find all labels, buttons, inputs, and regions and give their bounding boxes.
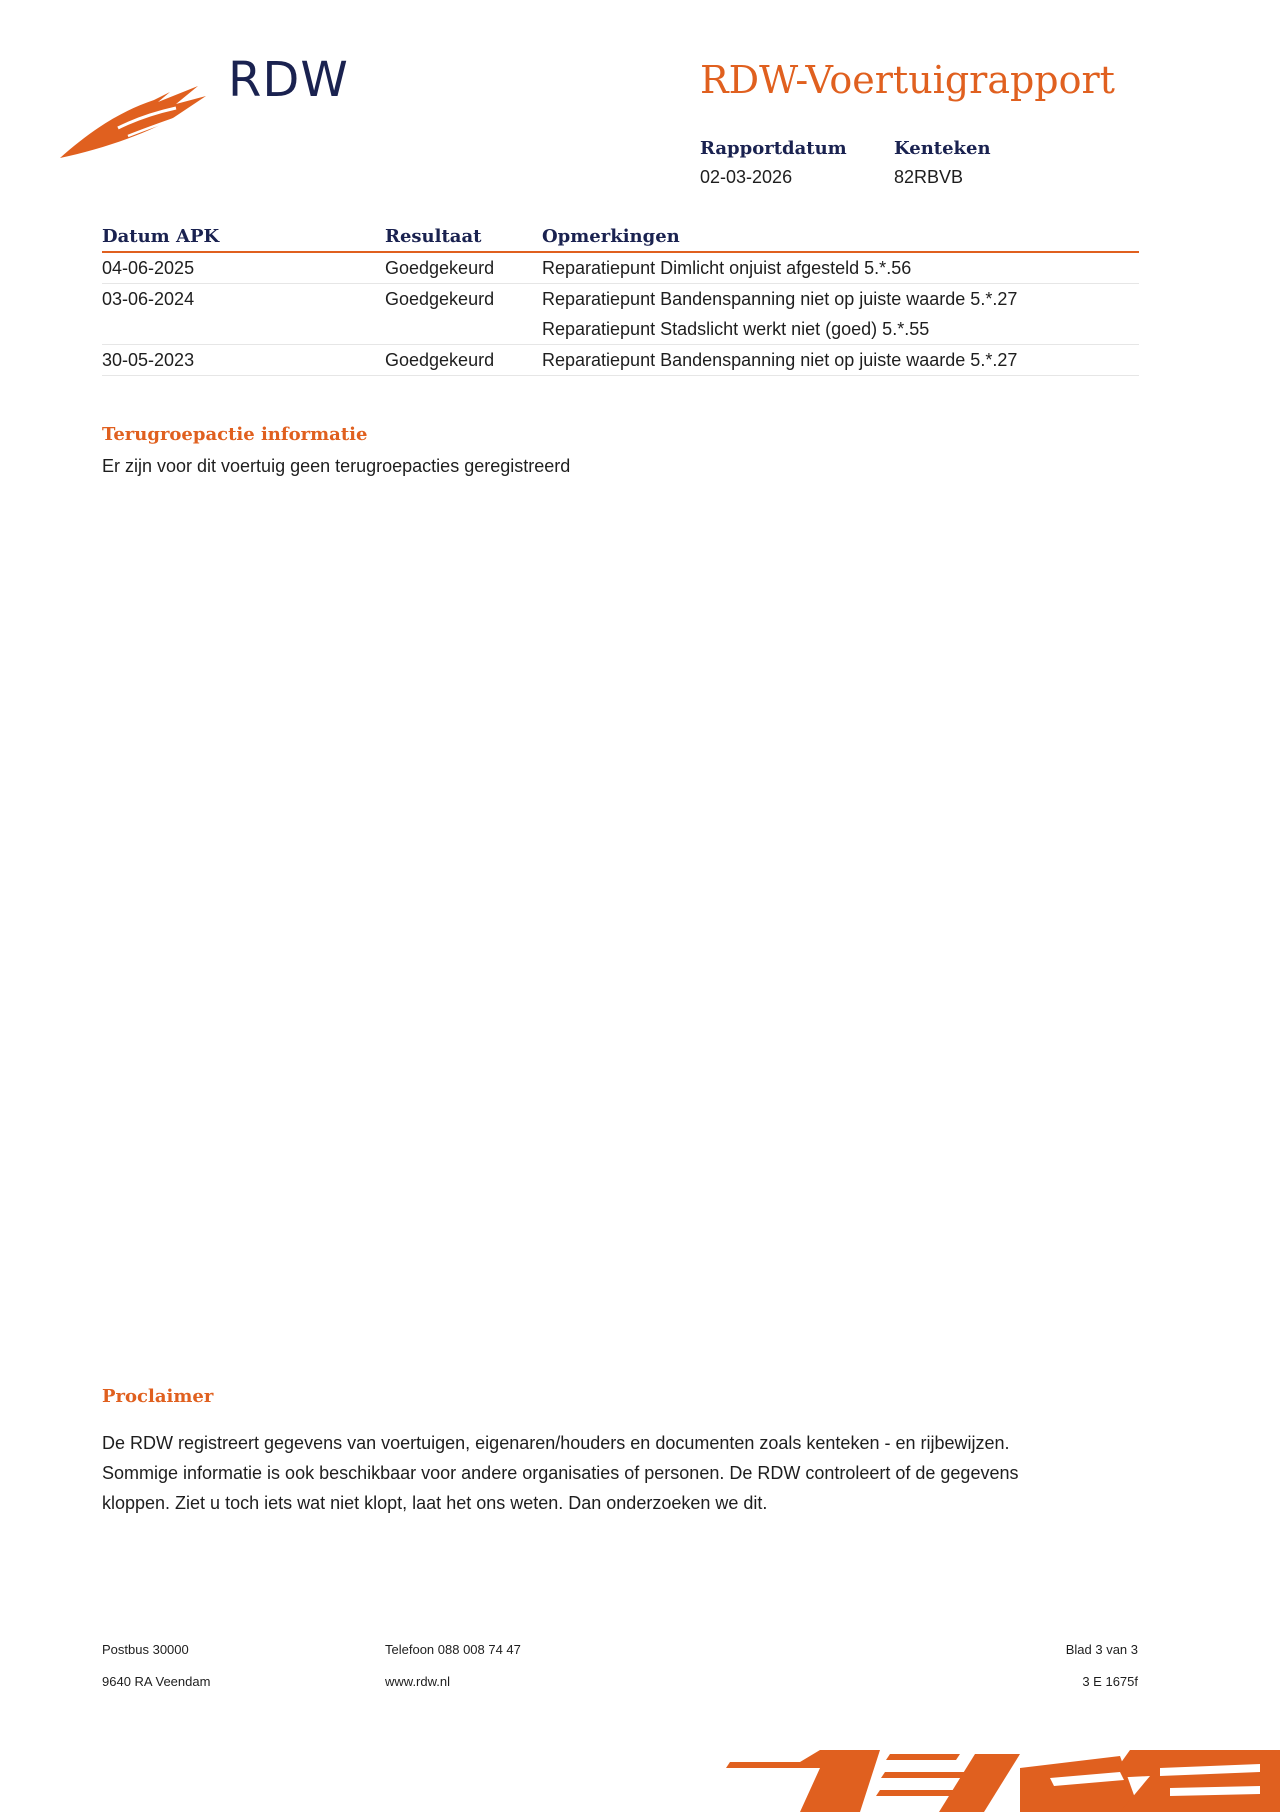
- recall-text: Er zijn voor dit voertuig geen terugroepacties geregistreerd: [102, 456, 571, 476]
- footer-postbus: Postbus 30000: [102, 1642, 189, 1657]
- proclaimer-heading: Proclaimer: [102, 1386, 214, 1407]
- apk-result: Goedgekeurd: [385, 284, 542, 345]
- column-header-remarks: Opmerkingen: [542, 222, 1139, 252]
- footer-phone: Telefoon 088 008 74 47: [385, 1642, 521, 1657]
- apk-date: 04-06-2025: [102, 252, 385, 284]
- apk-remark: Reparatiepunt Bandenspanning niet op juiste waarde 5.*.27: [542, 289, 1018, 309]
- apk-result: Goedgekeurd: [385, 252, 542, 284]
- column-header-result: Resultaat: [385, 222, 542, 252]
- apk-date: 30-05-2023: [102, 345, 385, 376]
- proclaimer-line: De RDW registreert gegevens van voertuigen, eigenaren/houders en documenten zoals kenteken - en rijbewijzen.: [102, 1433, 1010, 1453]
- footer-document-code: 3 E 1675f: [1082, 1674, 1138, 1689]
- footer-city: 9640 RA Veendam: [102, 1674, 211, 1689]
- apk-remarks: [542, 252, 1139, 284]
- footer-page-number: Blad 3 van 3: [1065, 1642, 1138, 1657]
- apk-remark: Reparatiepunt Stadslicht werkt niet (goed) 5.*.55: [542, 319, 930, 339]
- plate-block: [894, 138, 991, 188]
- footer-stripes-icon: [720, 1728, 1280, 1812]
- proclaimer-line: Sommige informatie is ook beschikbaar voor andere organisaties of personen. De RDW controleert of de gegevens: [102, 1463, 1019, 1483]
- apk-remarks: [542, 284, 1139, 345]
- column-header-date: Datum APK: [102, 222, 385, 252]
- table-row: [102, 284, 1139, 345]
- apk-remark: Reparatiepunt Dimlicht onjuist afgesteld 5.*.56: [542, 258, 912, 278]
- report-date-block: [700, 138, 847, 188]
- apk-remark: Reparatiepunt Bandenspanning niet op juiste waarde 5.*.27: [542, 350, 1018, 370]
- apk-date: 03-06-2024: [102, 284, 385, 345]
- table-header-row: [102, 222, 1139, 252]
- recall-heading: Terugroepactie informatie: [102, 424, 368, 445]
- footer-website: www.rdw.nl: [385, 1674, 451, 1689]
- table-row: [102, 345, 1139, 376]
- plate-label: Kenteken: [894, 138, 991, 159]
- apk-result: Goedgekeurd: [385, 345, 542, 376]
- report-title: RDW-Voertuigrapport: [700, 58, 1115, 102]
- plate-value: 82RBVB: [894, 167, 964, 187]
- proclaimer-text: [102, 1428, 1122, 1518]
- logo-text: RDW: [228, 52, 349, 108]
- apk-table: [102, 222, 1139, 376]
- proclaimer-line: kloppen. Ziet u toch iets wat niet klopt, laat het ons weten. Dan onderzoeken we dit.: [102, 1493, 768, 1513]
- apk-remarks: [542, 345, 1139, 376]
- rdw-flame-logo-icon: [58, 78, 208, 162]
- table-row: [102, 252, 1139, 284]
- report-date-label: Rapportdatum: [700, 138, 847, 159]
- report-date-value: 02-03-2026: [700, 167, 793, 187]
